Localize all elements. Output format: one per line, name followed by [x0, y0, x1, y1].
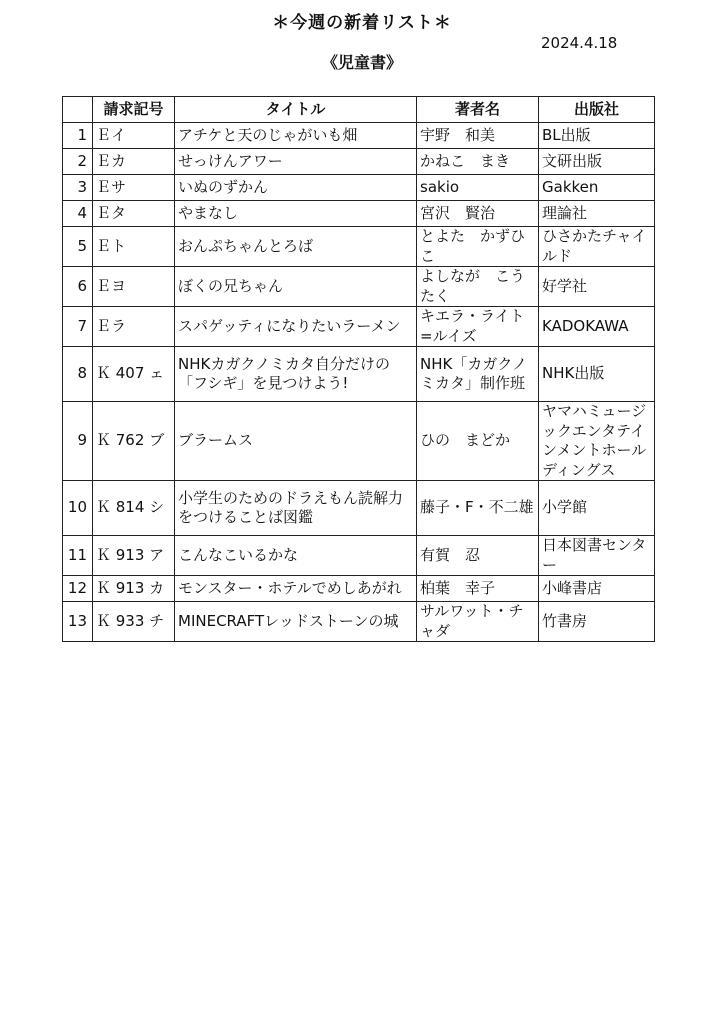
book-title: こんなこいるかな: [175, 536, 417, 576]
list-date: 2024.4.18: [541, 34, 618, 52]
table-row: [63, 201, 655, 227]
column-header-no: [63, 97, 93, 123]
category-heading: 《児童書》: [321, 53, 402, 72]
book-title: ブラームス: [175, 402, 417, 481]
table-row: [63, 536, 655, 576]
book-publisher: NHK出版: [539, 347, 655, 402]
column-header-call-number: 請求記号: [93, 97, 175, 123]
row-number: 10: [63, 481, 93, 536]
book-author: 宇野 和美: [417, 123, 539, 149]
book-author: 有賀 忍: [417, 536, 539, 576]
table-row: [63, 149, 655, 175]
column-header-title: タイトル: [175, 97, 417, 123]
book-author: かねこ まき: [417, 149, 539, 175]
book-title: やまなし: [175, 201, 417, 227]
call-number: Ｅイ: [93, 123, 175, 149]
row-number: 8: [63, 347, 93, 402]
book-title: アチケと天のじゃがいも畑: [175, 123, 417, 149]
book-author: 藤子・F・不二雄: [417, 481, 539, 536]
table-row: [63, 227, 655, 267]
row-number: 5: [63, 227, 93, 267]
book-publisher: BL出版: [539, 123, 655, 149]
row-number: 9: [63, 402, 93, 481]
column-header-author: 著者名: [417, 97, 539, 123]
call-number: Ｅラ: [93, 307, 175, 347]
book-publisher: 小峰書店: [539, 576, 655, 602]
book-publisher: 好学社: [539, 267, 655, 307]
call-number: Ｋ 407 ェ: [93, 347, 175, 402]
table-row: [63, 347, 655, 402]
row-number: 2: [63, 149, 93, 175]
book-publisher: KADOKAWA: [539, 307, 655, 347]
page-title: ＊今週の新着リスト＊: [272, 13, 452, 33]
new-books-table: [62, 96, 655, 642]
book-title: MINECRAFTレッドストーンの城: [175, 602, 417, 642]
call-number: Ｋ 814 シ: [93, 481, 175, 536]
book-author: とよた かずひこ: [417, 227, 539, 267]
book-author: ひの まどか: [417, 402, 539, 481]
book-title: いぬのずかん: [175, 175, 417, 201]
book-publisher: ひさかたチャイルド: [539, 227, 655, 267]
table-row: [63, 602, 655, 642]
call-number: Ｅカ: [93, 149, 175, 175]
table-row: [63, 576, 655, 602]
call-number: Ｅヨ: [93, 267, 175, 307]
row-number: 4: [63, 201, 93, 227]
call-number: Ｋ 913 カ: [93, 576, 175, 602]
table-row: [63, 175, 655, 201]
call-number: Ｅタ: [93, 201, 175, 227]
column-header-publisher: 出版社: [539, 97, 655, 123]
book-publisher: Gakken: [539, 175, 655, 201]
book-publisher: 小学館: [539, 481, 655, 536]
book-title: スパゲッティになりたいラーメン: [175, 307, 417, 347]
call-number: Ｅサ: [93, 175, 175, 201]
book-author: NHK「カガクノミカタ」制作班: [417, 347, 539, 402]
book-author: 柏葉 幸子: [417, 576, 539, 602]
table-header-row: [63, 97, 655, 123]
book-publisher: 竹書房: [539, 602, 655, 642]
table-row: [63, 402, 655, 481]
row-number: 7: [63, 307, 93, 347]
book-title: せっけんアワー: [175, 149, 417, 175]
book-title: NHKカガクノミカタ自分だけの「フシギ」を見つけよう!: [175, 347, 417, 402]
row-number: 13: [63, 602, 93, 642]
row-number: 12: [63, 576, 93, 602]
row-number: 11: [63, 536, 93, 576]
call-number: Ｋ 762 ブ: [93, 402, 175, 481]
book-title: ぼくの兄ちゃん: [175, 267, 417, 307]
call-number: Ｋ 933 チ: [93, 602, 175, 642]
row-number: 1: [63, 123, 93, 149]
call-number: Ｋ 913 ア: [93, 536, 175, 576]
book-author: 宮沢 賢治: [417, 201, 539, 227]
table-row: [63, 481, 655, 536]
book-title: 小学生のためのドラえもん読解力をつけることば図鑑: [175, 481, 417, 536]
table-row: [63, 123, 655, 149]
row-number: 3: [63, 175, 93, 201]
book-author: よしなが こうたく: [417, 267, 539, 307]
table-row: [63, 307, 655, 347]
call-number: Ｅト: [93, 227, 175, 267]
table-row: [63, 267, 655, 307]
book-publisher: 文研出版: [539, 149, 655, 175]
book-publisher: 日本図書センター: [539, 536, 655, 576]
book-publisher: 理論社: [539, 201, 655, 227]
book-author: sakio: [417, 175, 539, 201]
book-author: キエラ・ライト=ルイズ: [417, 307, 539, 347]
book-title: おんぷちゃんとろば: [175, 227, 417, 267]
book-title: モンスター・ホテルでめしあがれ: [175, 576, 417, 602]
book-publisher: ヤマハミュージックエンタテインメントホールディングス: [539, 402, 655, 481]
row-number: 6: [63, 267, 93, 307]
book-author: サルワット・チャダ: [417, 602, 539, 642]
